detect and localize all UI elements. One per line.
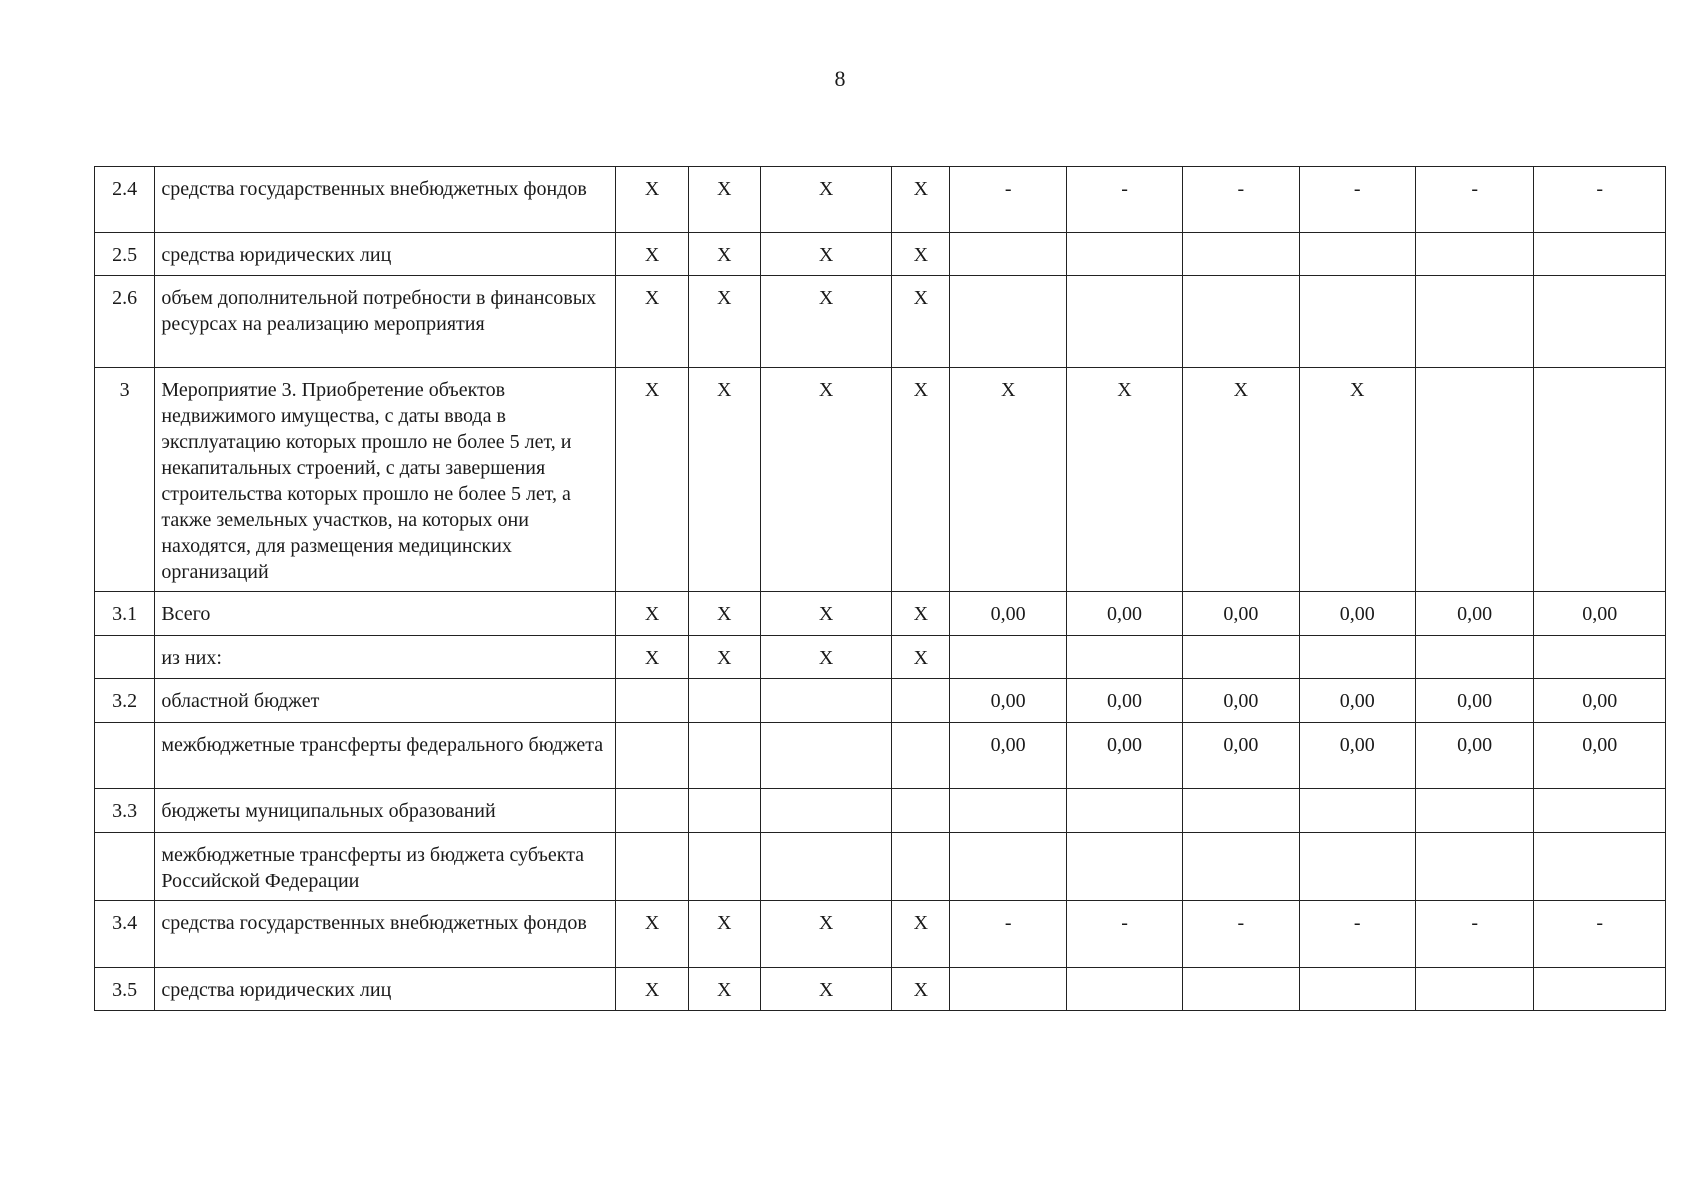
table-cell: X (688, 901, 760, 968)
table-cell: X (688, 968, 760, 1011)
table-cell (688, 723, 760, 789)
table-cell: X (616, 592, 688, 636)
table-cell (688, 833, 760, 901)
table-cell (688, 789, 760, 833)
table-cell: X (760, 276, 891, 368)
table-cell: X (950, 368, 1066, 592)
table-cell: X (1066, 368, 1182, 592)
table-cell: X (760, 636, 891, 679)
table-cell (1415, 368, 1534, 592)
table-cell (1415, 276, 1534, 368)
table-cell (616, 723, 688, 789)
table-row (95, 901, 1666, 968)
table-cell: X (760, 968, 891, 1011)
row-label: средства государственных внебюджетных фондов (155, 167, 616, 233)
table-cell: X (892, 592, 950, 636)
table-cell: X (688, 167, 760, 233)
table-cell: 0,00 (1183, 592, 1299, 636)
table-cell (1183, 789, 1299, 833)
row-label: объем дополнительной потребности в финансовых ресурсах на реализацию мероприятия (155, 276, 616, 368)
table-cell: 0,00 (1299, 723, 1415, 789)
table-cell: X (892, 968, 950, 1011)
table-cell (1534, 276, 1666, 368)
table-cell: - (950, 901, 1066, 968)
table-cell: X (688, 636, 760, 679)
row-label: средства государственных внебюджетных фондов (155, 901, 616, 968)
table-row (95, 233, 1666, 276)
table-cell: - (1066, 167, 1182, 233)
table-cell: X (760, 901, 891, 968)
table-cell: 0,00 (950, 723, 1066, 789)
table-cell (1534, 368, 1666, 592)
table-cell: X (892, 167, 950, 233)
table-row (95, 833, 1666, 901)
table-cell (1534, 636, 1666, 679)
table-cell (1415, 833, 1534, 901)
table-cell (950, 833, 1066, 901)
table-cell (1183, 233, 1299, 276)
row-number (95, 833, 155, 901)
table-cell (1299, 968, 1415, 1011)
table-cell: 0,00 (1415, 723, 1534, 789)
row-number: 3.5 (95, 968, 155, 1011)
table-cell: X (1299, 368, 1415, 592)
table-cell (1415, 968, 1534, 1011)
table-row (95, 368, 1666, 592)
table-cell: - (1415, 167, 1534, 233)
table-cell: 0,00 (1066, 679, 1182, 723)
table-cell: X (760, 167, 891, 233)
table-cell: X (688, 276, 760, 368)
table-cell: 0,00 (1415, 679, 1534, 723)
table-cell (1066, 968, 1182, 1011)
table-cell (688, 679, 760, 723)
table-cell: - (1299, 901, 1415, 968)
table-cell (950, 276, 1066, 368)
table-cell (1066, 833, 1182, 901)
table-cell (1183, 276, 1299, 368)
table-row (95, 679, 1666, 723)
table-cell (1299, 789, 1415, 833)
table-row (95, 789, 1666, 833)
table-cell (1299, 833, 1415, 901)
table-row (95, 592, 1666, 636)
row-number: 2.5 (95, 233, 155, 276)
table-cell (1415, 789, 1534, 833)
table-row (95, 276, 1666, 368)
row-label: средства юридических лиц (155, 233, 616, 276)
funding-table (94, 166, 1666, 1011)
table-cell (892, 679, 950, 723)
table-cell: 0,00 (1415, 592, 1534, 636)
table-cell (950, 789, 1066, 833)
table-cell (1415, 636, 1534, 679)
table-cell: 0,00 (950, 679, 1066, 723)
row-label: Всего (155, 592, 616, 636)
table-cell: 0,00 (950, 592, 1066, 636)
table-cell (892, 789, 950, 833)
table-cell: - (1183, 901, 1299, 968)
table-cell: - (1066, 901, 1182, 968)
table-cell: - (1299, 167, 1415, 233)
table-cell (950, 636, 1066, 679)
table-cell (892, 723, 950, 789)
table-cell (1534, 833, 1666, 901)
row-label: из них: (155, 636, 616, 679)
row-number: 3.3 (95, 789, 155, 833)
table-cell: 0,00 (1299, 592, 1415, 636)
table-cell (760, 723, 891, 789)
table-cell (1066, 636, 1182, 679)
table-cell (616, 833, 688, 901)
table-cell: X (688, 368, 760, 592)
row-label: межбюджетные трансферты из бюджета субъекта Российской Федерации (155, 833, 616, 901)
table-cell (1299, 636, 1415, 679)
table-cell: - (1534, 167, 1666, 233)
table-cell (1066, 233, 1182, 276)
row-number: 3.4 (95, 901, 155, 968)
table-cell: X (616, 636, 688, 679)
table-cell: 0,00 (1299, 679, 1415, 723)
table-cell (950, 968, 1066, 1011)
table-cell: X (892, 368, 950, 592)
table-cell (1299, 276, 1415, 368)
table-cell (1534, 789, 1666, 833)
table-cell (1183, 636, 1299, 679)
table-row (95, 636, 1666, 679)
table-cell: X (616, 167, 688, 233)
table-cell (1183, 833, 1299, 901)
table-cell: 0,00 (1183, 679, 1299, 723)
table-cell: 0,00 (1183, 723, 1299, 789)
table-cell: X (892, 901, 950, 968)
row-number: 3 (95, 368, 155, 592)
table-cell (616, 679, 688, 723)
table-cell: X (892, 233, 950, 276)
table-cell (892, 833, 950, 901)
table-cell (1066, 789, 1182, 833)
table-cell: X (1183, 368, 1299, 592)
row-number (95, 723, 155, 789)
table-cell (1534, 968, 1666, 1011)
table-cell: X (760, 368, 891, 592)
table-cell: X (760, 592, 891, 636)
table-cell (760, 789, 891, 833)
row-number: 2.6 (95, 276, 155, 368)
row-label: областной бюджет (155, 679, 616, 723)
table-cell: 0,00 (1066, 592, 1182, 636)
table-cell (1534, 233, 1666, 276)
row-label: бюджеты муниципальных образований (155, 789, 616, 833)
row-number: 2.4 (95, 167, 155, 233)
table-cell: X (616, 233, 688, 276)
table-cell (616, 789, 688, 833)
table-cell (950, 233, 1066, 276)
row-label: межбюджетные трансферты федерального бюджета (155, 723, 616, 789)
row-number: 3.1 (95, 592, 155, 636)
table-cell: 0,00 (1066, 723, 1182, 789)
table-cell: X (688, 233, 760, 276)
table-cell: 0,00 (1534, 679, 1666, 723)
table-cell (1066, 276, 1182, 368)
table-row (95, 723, 1666, 789)
table-row (95, 968, 1666, 1011)
page-number: 8 (834, 66, 846, 91)
row-number: 3.2 (95, 679, 155, 723)
table-cell: 0,00 (1534, 723, 1666, 789)
table-cell: X (616, 901, 688, 968)
table-cell: X (616, 276, 688, 368)
table-cell: X (892, 276, 950, 368)
table-cell (760, 833, 891, 901)
table-cell (1299, 233, 1415, 276)
table-cell (1415, 233, 1534, 276)
row-label: Мероприятие 3. Приобретение объектов недвижимого имущества, с даты ввода в эксплуатацию которых прошло не более 5 лет, и некапитальных строений, с даты завершения строительства которых прошло не более 5 лет, а также земельных участков, на которых они находятся, для размещения медицинских организаций (155, 368, 616, 592)
table-cell: - (1183, 167, 1299, 233)
table-cell: - (1415, 901, 1534, 968)
table-cell (760, 679, 891, 723)
table-cell: X (688, 592, 760, 636)
table-cell: X (616, 368, 688, 592)
table-cell: - (1534, 901, 1666, 968)
row-label: средства юридических лиц (155, 968, 616, 1011)
table-cell: X (760, 233, 891, 276)
table-cell: X (616, 968, 688, 1011)
table-cell: 0,00 (1534, 592, 1666, 636)
table-cell: - (950, 167, 1066, 233)
row-number (95, 636, 155, 679)
table-cell (1183, 968, 1299, 1011)
table-cell: X (892, 636, 950, 679)
table-row (95, 167, 1666, 233)
